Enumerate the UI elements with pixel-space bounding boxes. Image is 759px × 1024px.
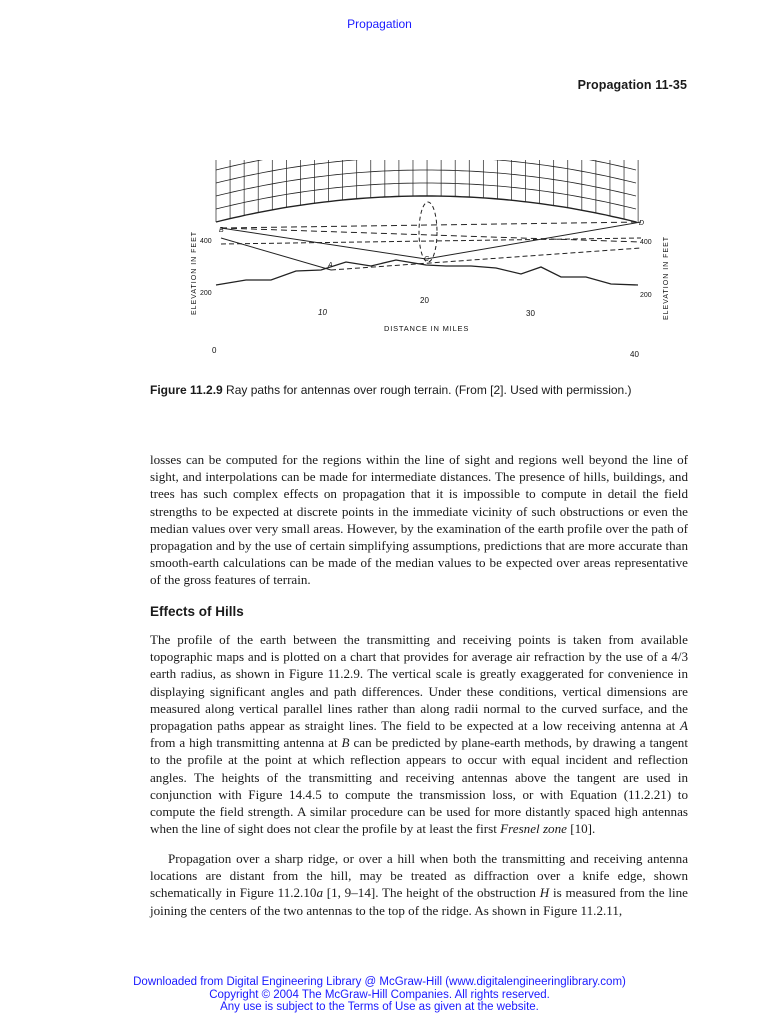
distance-tick-30: 30 [526, 309, 535, 318]
grid-arc [216, 160, 636, 183]
distance-tick-0: 0 [212, 346, 217, 355]
running-head: Propagation 11-35 [577, 78, 687, 92]
left-tick-200: 200 [200, 290, 212, 297]
y-axis-label-left: ELEVATION IN FEET [191, 230, 198, 315]
footer-line-download[interactable]: Downloaded from Digital Engineering Library @ McGraw-Hill (www.digitalengineeringlibrary.com) [133, 976, 626, 988]
ray-path-line [426, 222, 641, 259]
terrain-profile [216, 260, 638, 285]
grid-arc [216, 160, 636, 170]
y-axis-label-right: ELEVATION IN FEET [663, 235, 670, 320]
ray-path-figure [186, 160, 686, 365]
ray-path-line [221, 228, 641, 242]
fresnel-ellipse [419, 202, 437, 262]
curved-grid [216, 160, 638, 223]
point-label-b: B [219, 227, 224, 234]
footer-copyright [0, 976, 759, 1014]
right-tick-200: 200 [640, 292, 652, 299]
ray-path-line [221, 238, 331, 270]
point-label-a: A [328, 262, 333, 269]
ray-path-line [221, 228, 426, 259]
caption-label: Figure 11.2.9 [150, 383, 223, 397]
x-axis-label: DISTANCE IN MILES [384, 324, 470, 333]
point-label-c: C [424, 256, 430, 263]
right-tick-400: 400 [640, 239, 652, 246]
paragraph-profile: The profile of the earth between the transmitting and receiving points is taken from available topographic maps and is plotted on a chart that provides for average air refraction by the use of a 4/3 earth radius, as shown in Figure 11.2.9. The vertical scale is greatly exaggerated for convenience in displaying significant angles and path differences. Under these conditions, vertical dimensions are measured along vertical parallel lines rather than along radii normal to the curved surface, and the propagation paths appear as straight lines. The field to be expected at a low receiving antenna at A from a high transmitting antenna at B can be predicted by plane-earth methods, by drawing a tangent to the profile at the point at which reflection appears to occur with equal incident and reflection angles. The heights of the transmitting and receiving antennas above the tangent are used in conjunction with Figure 14.4.5 to compute the transmission loss, or with Equation (11.2.21) to compute the field strength. A similar procedure can be used for more distantly spaced high antennas when the line of sight does not clear the profile by at least the first Fresnel zone [10]. [150, 632, 688, 837]
grid-arc [216, 196, 636, 222]
footer-line-terms[interactable]: Any use is subject to the Terms of Use as given at the website. [220, 1001, 539, 1013]
ray-path-line [221, 238, 641, 244]
top-propagation-link[interactable]: Propagation [347, 17, 412, 31]
paragraph-sharp-ridge: Propagation over a sharp ridge, or over a hill when both the transmitting and receiving antenna locations are distant from the hill, may be treated as diffraction over a knife edge, shown schematically in Figure 11.2.10a [1, 9–14]. The height of the obstruction H is measured from the line joining the centers of the two antennas to the top of the ridge. As shown in Figure 11.2.11, [150, 851, 688, 918]
footer-line-copyright: Copyright © 2004 The McGraw-Hill Companies. All rights reserved. [209, 988, 550, 1001]
caption-text: Ray paths for antennas over rough terrain. (From [2]. Used with permission.) [222, 383, 632, 397]
distance-tick-40: 40 [630, 350, 639, 359]
section-heading-effects-of-hills: Effects of Hills [150, 604, 244, 619]
paragraph-losses: losses can be computed for the regions within the line of sight and regions well beyond the line of sight, and interpolations can be made for intermediate distances. The presence of hills, buildings, and trees has such complex effects on propagation that it is impossible to compute in detail the field strengths to be expected at discrete points in the immediate vicinity of such obstructions or even the median values over very small areas. However, by the examination of the earth profile over the path of propagation and by the use of certain simplifying assumptions, predictions that are more accurate than smooth-earth calculations can be made of the median values to be expected over areas representative of the gross features of terrain. [150, 452, 688, 588]
distance-tick-10: 10 [318, 308, 327, 317]
figure-caption [150, 383, 690, 397]
left-tick-400: 400 [200, 238, 212, 245]
point-label-d: D [639, 220, 645, 227]
ray-path-line [221, 222, 641, 228]
ray-paths [216, 202, 641, 285]
distance-tick-20: 20 [420, 296, 429, 305]
